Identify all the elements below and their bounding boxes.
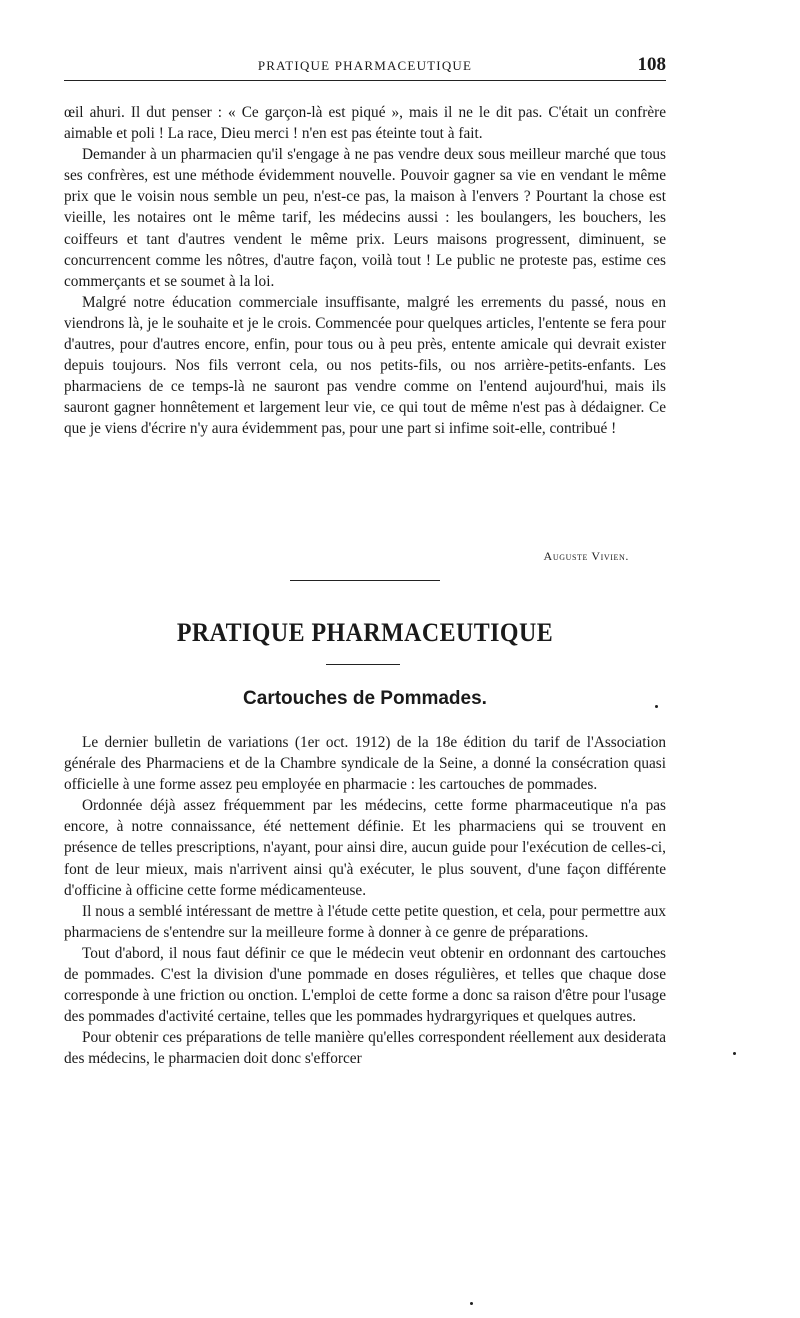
paragraph: Tout d'abord, il nous faut définir ce que le médecin veut obtenir en ordonnant des cartouches de pommades. C'est la division d'une pommade en doses régulières, et telles que chaque dose corresponde à une friction ou onction. L'emploi de cette forme a donc sa raison d'être pour l'usage des pommades d'activité certaine, telles que les pommades hydrargyriques et quelques autres.	[64, 944, 666, 1026]
paragraph: Malgré notre éducation commerciale insuffisante, malgré les errements du passé, nous en viendrons là, je le souhaite et je le crois. Commencée pour quelques articles, l'entente se fera pour d'autres, pour d'autres encore, enfin, pour tous ou à peu près, entente amicale qui devrait exister depuis toujours. Nos fils verront cela, ou nos petits-fils, ou nos arrière-petits-enfants. Les pharmaciens de ce temps-là ne sauront pas vendre comme on l'entend aujourd'hui, mais ils sauront gagner honnêtement et largement leur vie, ce qui tout de même n'est pas à dédaigner. Ce que je viens d'écrire n'y aura évidemment pas, pour une part si infime soit-elle, contribué !	[64, 293, 666, 438]
paragraph: Le dernier bulletin de variations (1er oct. 1912) de la 18e édition du tarif de l'Association générale des Pharmaciens et de la Chambre syndicale de la Seine, a donné la consécration quasi officielle à une forme assez peu employée en pharmacie : les cartouches de pommades.	[64, 734, 666, 794]
print-speck	[655, 705, 658, 708]
paragraph: œil ahuri. Il dut penser : « Ce garçon-là est piqué », mais il ne le dit pas. C'était un confrère aimable et poli ! La race, Dieu merci ! n'en est pas éteinte tout à fait.	[64, 104, 666, 143]
article-subtitle: Cartouches de Pommades.	[243, 688, 487, 709]
print-speck	[733, 1052, 736, 1055]
paragraph: Ordonnée déjà assez fréquemment par les médecins, cette forme pharmaceutique n'a pas encore, à notre connaissance, été nettement définie. Et les pharmaciens qui se trouvent en présence de telles prescriptions, n'ayant, pour ainsi dire, aucun guide pour l'exécution de celles-ci, font de leur mieux, mais n'arrivent ainsi qu'à exécuter, le plus souvent, d'une façon différente d'officine à officine cette forme médicamenteuse.	[64, 797, 666, 899]
running-title: PRATIQUE PHARMACEUTIQUE	[257, 58, 473, 73]
page-number: 108	[637, 54, 666, 75]
section-divider	[290, 580, 440, 581]
article-body	[64, 732, 666, 1070]
author-signature: Auguste Vivien.	[543, 549, 629, 563]
paragraph: Il nous a semblé intéressant de mettre à l'étude cette petite question, et cela, pour permettre aux pharmaciens de s'entendre sur la meilleure forme à donner à ce genre de préparations.	[64, 902, 666, 941]
paragraph: Pour obtenir ces préparations de telle manière qu'elles correspondent réellement aux desiderata des médecins, le pharmacien doit donc s'efforcer	[64, 1029, 666, 1068]
print-speck	[470, 1302, 473, 1305]
title-underline	[326, 664, 400, 665]
article-continuation	[64, 102, 666, 440]
section-title: PRATIQUE PHARMACEUTIQUE	[176, 618, 554, 647]
paragraph: Demander à un pharmacien qu'il s'engage à ne pas vendre deux sous meilleur marché que tous ses confrères, est une méthode évidemment nouvelle. Pouvoir gagner sa vie en vendant le même prix que le voisin nous semble un peu, n'est-ce pas, la maison à l'envers ? Pourtant la chose est vieille, les notaires ont le même tarif, les médecins aussi : les boulangers, les bouchers, les coiffeurs et tant d'autres vendent le même prix. Leurs maisons progressent, diminuent, se concurrencent comme les nôtres, d'autre façon, voilà tout ! Le public ne proteste pas, estime ces commerçants et se soumet à la loi.	[64, 146, 666, 290]
running-header	[64, 56, 666, 81]
